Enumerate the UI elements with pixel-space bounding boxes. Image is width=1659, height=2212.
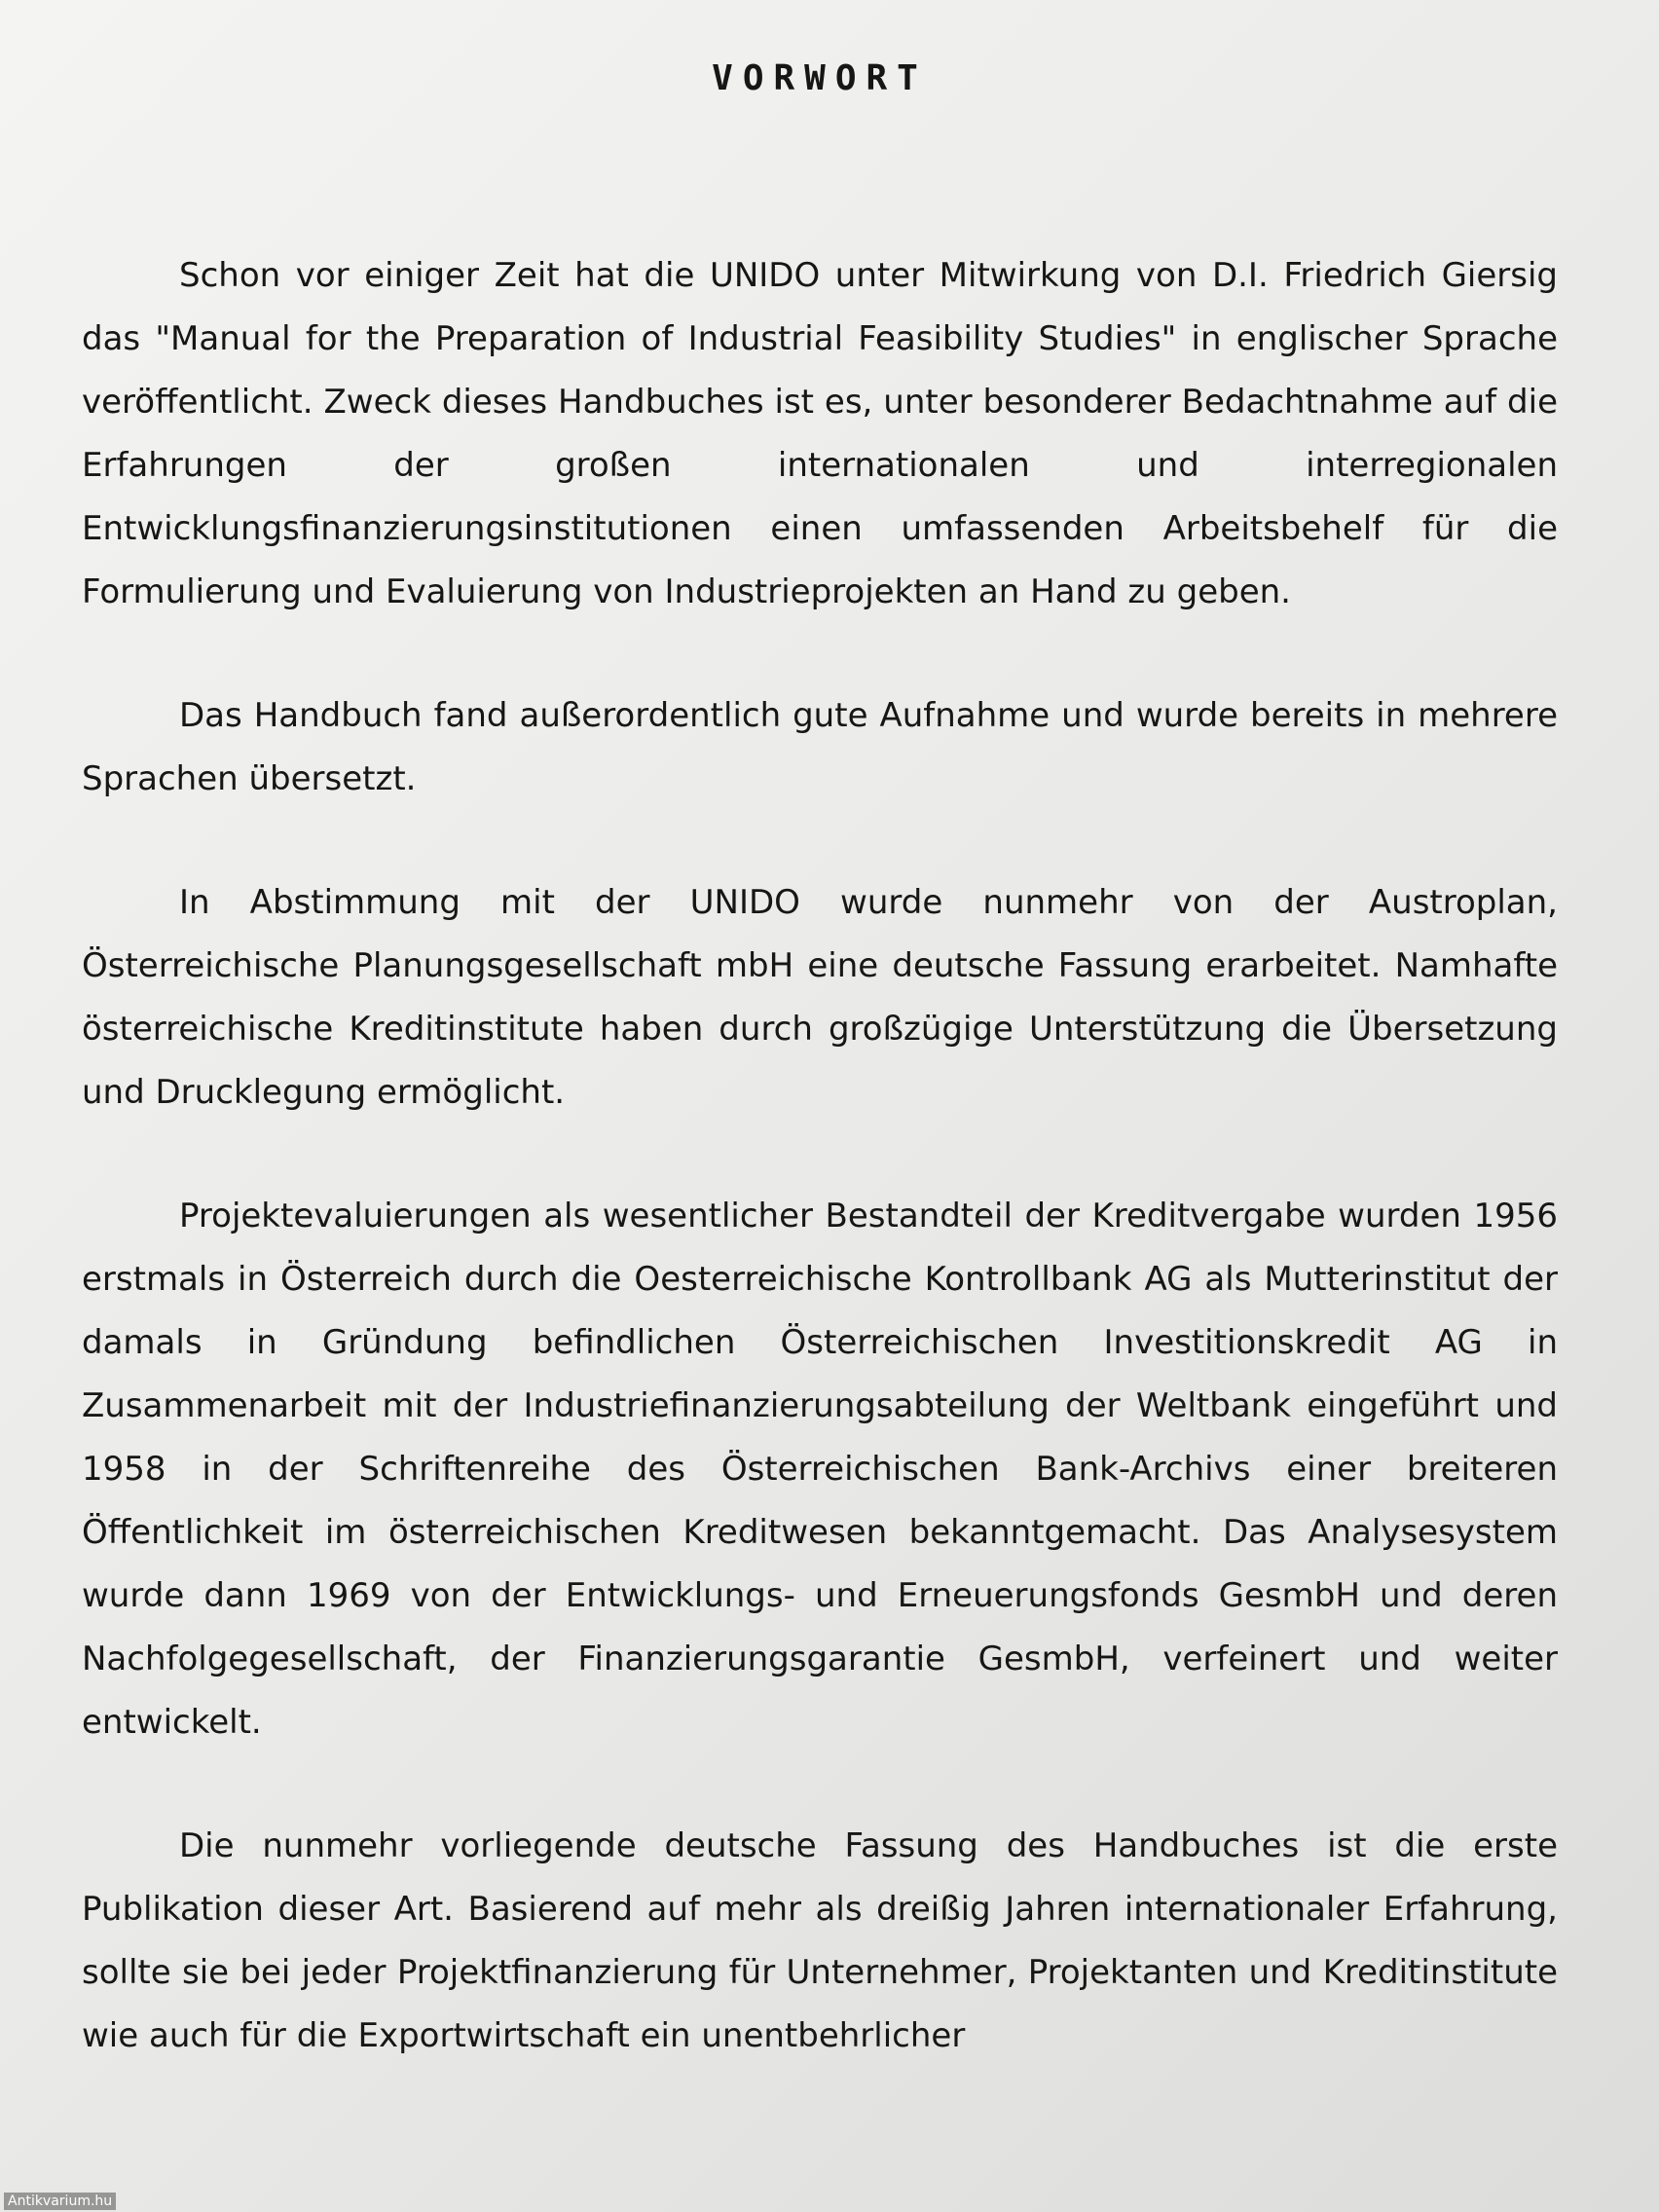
paragraph-4: Projektevaluierungen als wesentlicher Bestandteil der Kreditvergabe wurden 1956 erstmals in Österreich durch die Oesterreichische Kontrollbank AG als Mutterinstitut der damals in Gründung befindlichen Österreichischen Investitionskredit AG in Zusammenarbeit mit der Industriefinanzierungsabteilung der Weltbank eingeführt und 1958 in der Schriftenreihe des Österreichischen Bank-Archivs einer breiteren Öffentlichkeit im österreichischen Kreditwesen bekanntgemacht. Das Analysesystem wurde dann 1969 von der Entwicklungs- und Erneuerungsfonds GesmbH und deren Nachfolgegesellschaft, der Finanzierungsgarantie GesmbH, verfeinert und weiter entwickelt. bbox=[82, 1197, 1558, 1742]
page-heading: VORWORT bbox=[712, 58, 928, 98]
paragraph-3: In Abstimmung mit der UNIDO wurde nunmehr von der Austroplan, Österreichische Planungsgesellschaft mbH eine deutsche Fassung erarbeitet. Namhafte österreichische Kreditinstitute haben durch großzügige Unterstützung die Übersetzung und Drucklegung ermöglicht. bbox=[82, 883, 1558, 1112]
paragraph-5: Die nunmehr vorliegende deutsche Fassung des Handbuches ist die erste Publikation dieser Art. Basierend auf mehr als dreißig Jahren internationaler Erfahrung, sollte sie bei jeder Projektfinanzierung für Unternehmer, Projektanten und Kreditinstitute wie auch für die Exportwirtschaft ein unentbehrlicher bbox=[82, 1826, 1558, 2055]
paragraph-2: Das Handbuch fand außerordentlich gute Aufnahme und wurde bereits in mehrere Sprachen übersetzt. bbox=[82, 696, 1558, 798]
paragraph-1: Schon vor einiger Zeit hat die UNIDO unter Mitwirkung von D.I. Friedrich Giersig das "Manual for the Preparation of Industrial Feasibility Studies" in englischer Sprache veröffentlicht. Zweck dieses Handbuches ist es, unter besonderer Bedachtnahme auf die Erfahrungen der großen internationalen und interregionalen Entwicklungsfinanzierungsinstitutionen einen umfassenden Arbeitsbehelf für die Formulierung und Evaluierung von Industrieprojekten an Hand zu geben. bbox=[82, 256, 1558, 611]
watermark: Antikvarium.hu bbox=[4, 2193, 116, 2210]
document-page bbox=[82, 39, 1558, 2128]
